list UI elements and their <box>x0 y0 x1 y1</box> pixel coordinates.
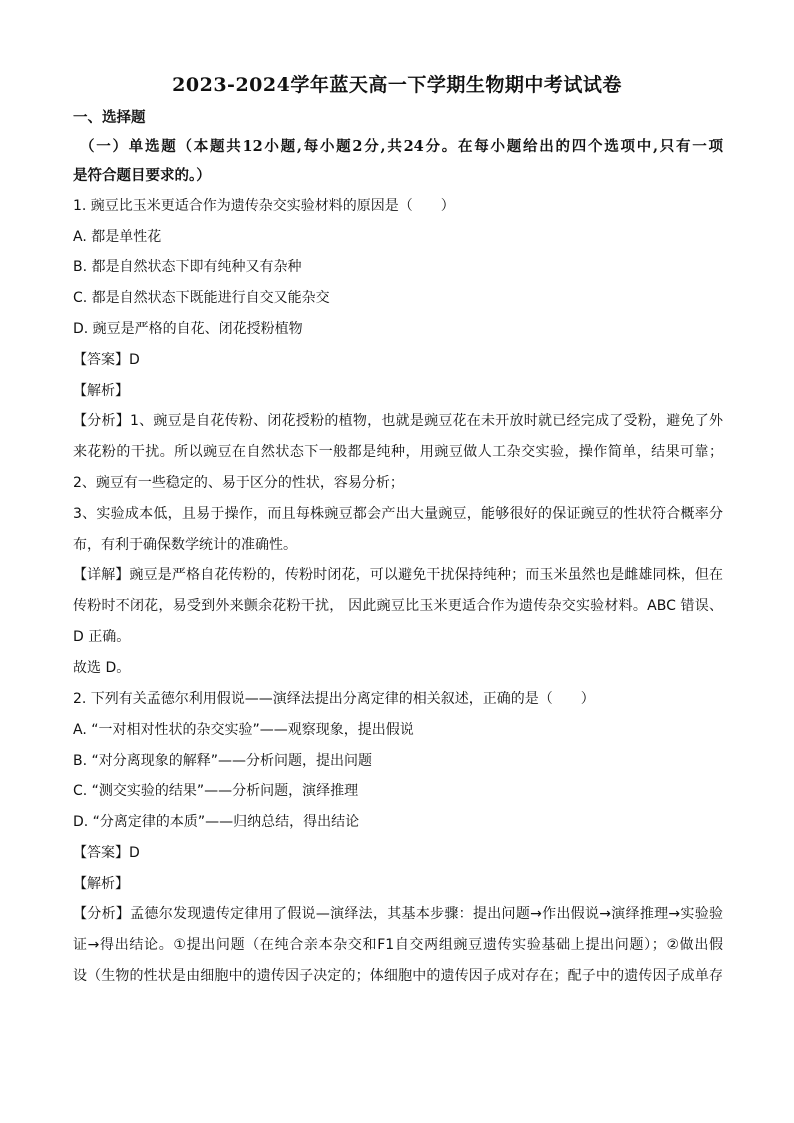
text-line: 故选 D。 <box>73 660 131 676</box>
text-line: 传粉时不闭花，易受到外来颤余花粉干扰， 因此豌豆比玉米更适合作为遗传杂交实验材料。ABC 错误、 <box>73 598 723 614</box>
text-line: C. “测交实验的结果”——分析问题，演绎推理 <box>73 783 359 799</box>
text-line: 布，有利于确保数学统计的准确性。 <box>73 537 297 553</box>
text-line: 【答案】D <box>73 845 140 861</box>
text-line: 1. 豌豆比玉米更适合作为遗传杂交实验材料的原因是（ ） <box>73 198 455 214</box>
text-line: 【分析】孟德尔发现遗传定律用了假说—演绎法，其基本步骤：提出问题→作出假说→演绎推理→实验验 <box>73 906 723 922</box>
text-line: D 正确。 <box>73 629 131 645</box>
text-line: 【解析】 <box>73 383 129 399</box>
text-line: D. “分离定律的本质”——归纳总结，得出结论 <box>73 814 360 830</box>
text-line: 【详解】豌豆是严格自花传粉的，传粉时闭花，可以避免干扰保持纯种；而玉米虽然也是雌雄同株，但在 <box>73 567 723 583</box>
text-line: 证→得出结论。①提出问题（在纯合亲本杂交和F1自交两组豌豆遗传实验基础上提出问题）；②做出假 <box>73 937 723 953</box>
text-line: 设（生物的性状是由细胞中的遗传因子决定的；体细胞中的遗传因子成对存在；配子中的遗传因子成单存 <box>73 968 723 984</box>
section-heading-line: 是符合题目要求的。） <box>73 167 211 184</box>
text-line: D. 豌豆是严格的自花、闭花授粉植物 <box>73 321 303 337</box>
text-line: 【答案】D <box>73 352 140 368</box>
text-line: C. 都是自然状态下既能进行自交又能杂交 <box>73 290 330 306</box>
text-line: A. 都是单性花 <box>73 229 162 245</box>
text-line: 来花粉的干扰。所以豌豆在自然状态下一般都是纯种，用豌豆做人工杂交实验，操作简单，结果可靠； <box>73 444 723 460</box>
text-line: B. 都是自然状态下即有纯种又有杂种 <box>73 259 302 275</box>
text-line: 【分析】1、豌豆是自花传粉、闭花授粉的植物，也就是豌豆花在未开放时就已经完成了受粉，避免了外 <box>73 413 723 429</box>
text-line: B. “对分离现象的解释”——分析问题，提出问题 <box>73 753 373 769</box>
text-line: 2. 下列有关孟德尔利用假说——演绎法提出分离定律的相关叙述，正确的是（ ） <box>73 691 595 707</box>
text-line: 3、实验成本低，且易于操作，而且每株豌豆都会产出大量豌豆，能够很好的保证豌豆的性状符合概率分 <box>73 506 723 522</box>
page-title: 2023-2024学年蓝天高一下学期生物期中考试试卷 <box>172 74 622 96</box>
section-heading-line: （一）单选题（本题共12小题,每小题2分,共24分。在每小题给出的四个选项中,只有一项 <box>80 138 723 155</box>
section-heading-line: 一、选择题 <box>73 109 146 126</box>
text-line: 2、豌豆有一些稳定的、易于区分的性状，容易分析； <box>73 475 404 491</box>
text-line: A. “一对相对性状的杂交实验”——观察现象，提出假说 <box>73 722 414 738</box>
text-line: 【解析】 <box>73 876 129 892</box>
